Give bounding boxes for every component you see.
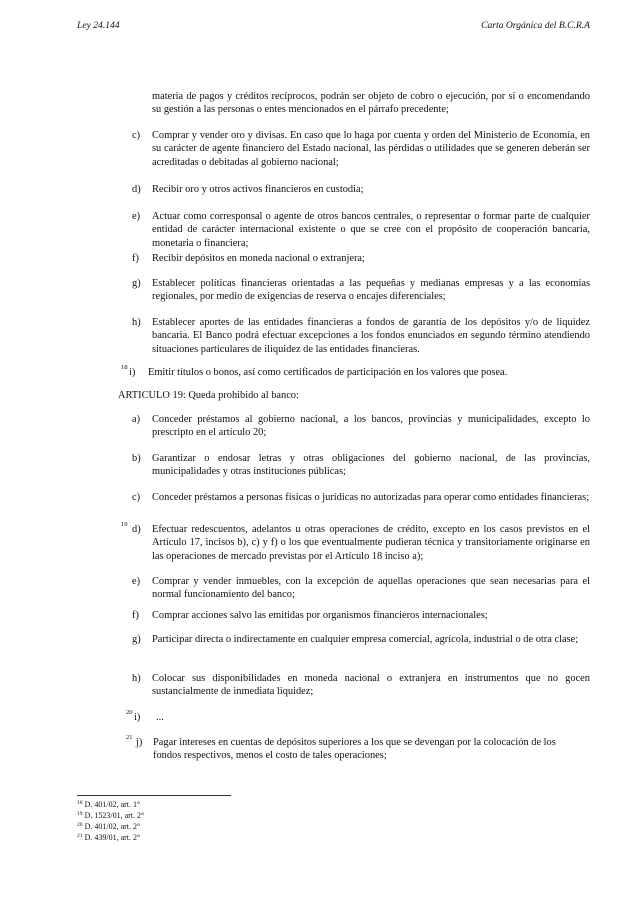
footnote-18: $^{18}$ D. 401/02, art. 1° — [77, 800, 141, 809]
footnote-ref-21: 21 — [126, 734, 133, 741]
footnote-20: $^{20}$ D. 401/02, art. 2° — [77, 822, 141, 831]
footnote-21: $^{21}$ D. 439/01, art. 2° — [77, 833, 141, 842]
article-19-heading: ARTICULO 19: Queda prohibido al banco: — [118, 390, 299, 401]
footnote-ref-18: 18 — [121, 364, 128, 371]
page-header-right: Carta Orgánica del B.C.R.A — [481, 20, 590, 31]
page-header-left: Ley 24.144 — [77, 20, 120, 31]
footnote-ref-20: 20 — [126, 709, 133, 716]
footnote-19: $^{19}$ D. 1523/01, art. 2° — [77, 811, 145, 820]
art18-item-b-continued: materia de pagos y créditos recíprocos, podrán ser objeto de cobro o ejecución, por sí o encomendando su gestión a las personas o entes mencionados en el párrafo precedente; — [152, 91, 590, 116]
footnote-separator — [77, 795, 231, 796]
footnote-ref-19: 19 — [121, 521, 128, 528]
